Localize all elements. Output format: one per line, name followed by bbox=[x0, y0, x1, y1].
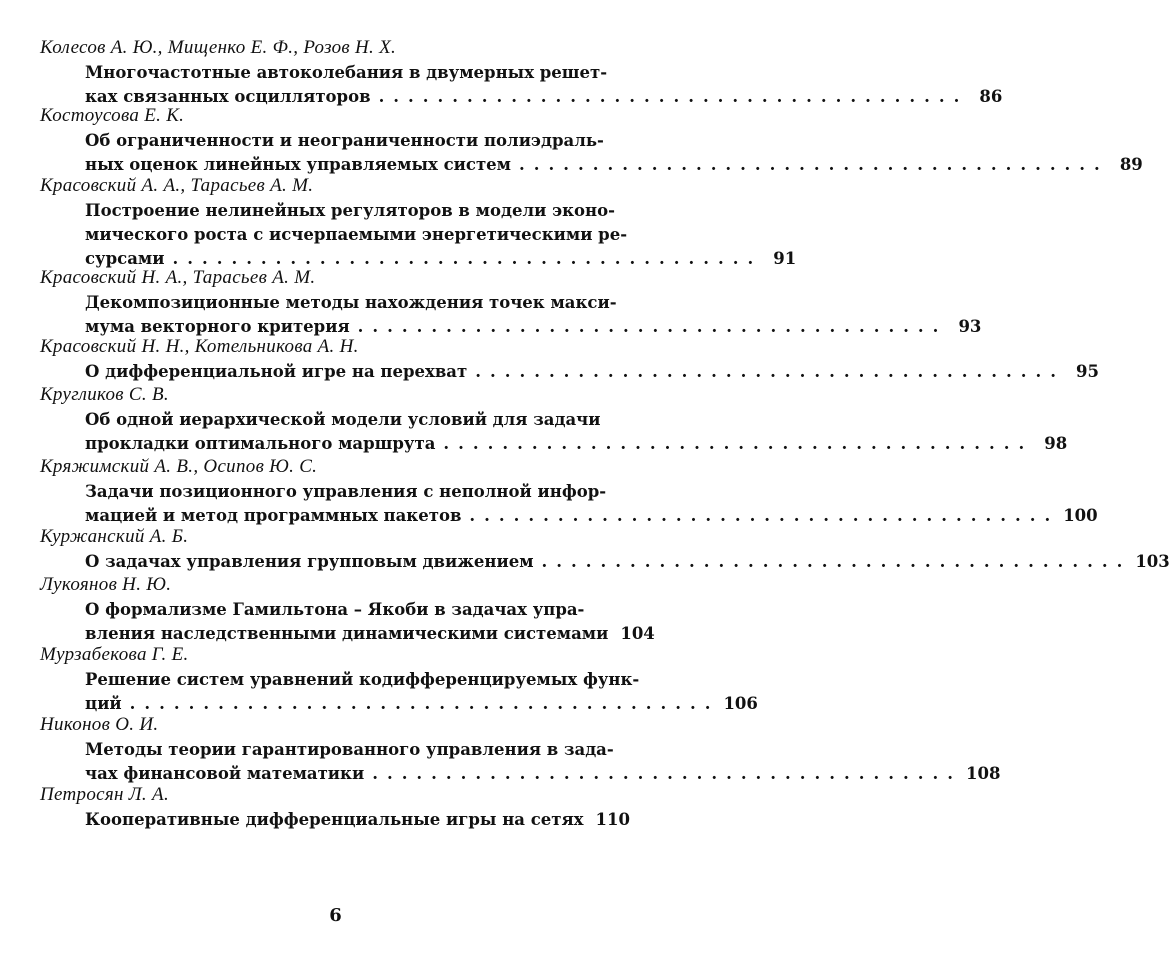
dot-leader: ........................................ bbox=[475, 362, 1065, 381]
entry-page-number: 103 bbox=[1135, 552, 1170, 571]
entry-title-line: мического роста с исчерпаемыми энергетическими ре- bbox=[85, 225, 628, 244]
entry-title-line: ных оценок линейных управляемых систем bbox=[85, 155, 512, 174]
dot-leader: ........................................ bbox=[378, 87, 969, 106]
entry-title-line: вления наследственными динамическими системами bbox=[85, 624, 609, 643]
entry-title-line: Об одной иерархической модели условий для задачи bbox=[85, 410, 601, 429]
dot-leader: ........................................ bbox=[129, 694, 720, 713]
dot-leader: ........................................ bbox=[519, 155, 1109, 174]
entry-title-line: О дифференциальной игре на перехват bbox=[85, 362, 468, 381]
dot-leader: ........................................ bbox=[357, 317, 948, 336]
entry-page-number: 91 bbox=[773, 249, 797, 268]
entry-title-line: сурсами bbox=[85, 249, 165, 268]
entry-title-line: Кооперативные дифференциальные игры на сетях bbox=[85, 810, 584, 829]
dot-leader: ........................................ bbox=[469, 506, 1060, 525]
entry-title-line: ках связанных осцилляторов bbox=[85, 87, 371, 106]
entry-page-number: 93 bbox=[958, 317, 982, 336]
entry-page-number: 108 bbox=[965, 764, 1001, 783]
entry-title-line: Решение систем уравнений кодифференцируемых функ- bbox=[85, 670, 640, 689]
entry-page-number: 106 bbox=[723, 694, 758, 713]
dot-leader: ........................................ bbox=[541, 552, 1132, 571]
entry-authors: Красовский А. А., Тарасьев А. М. bbox=[40, 175, 314, 196]
page-number: 6 bbox=[329, 905, 342, 926]
dot-leader: ........................................ bbox=[172, 249, 763, 268]
entry-page-number: 95 bbox=[1076, 362, 1099, 381]
entry-page-number: 89 bbox=[1119, 155, 1143, 174]
entry-title-line: О задачах управления групповым движением bbox=[85, 552, 534, 571]
entry-page-number: 110 bbox=[595, 810, 630, 829]
entry-title-last-line bbox=[85, 808, 630, 832]
entry-page-number: 100 bbox=[1063, 506, 1098, 525]
entry-title-last-line bbox=[85, 360, 1099, 384]
entry-authors: Колесов А. Ю., Мищенко Е. Ф., Розов Н. Х. bbox=[40, 37, 397, 58]
entry-title-line: Об ограниченности и неограниченности полиэдраль- bbox=[85, 131, 604, 150]
entry-title-line: мацией и метод программных пакетов bbox=[85, 506, 462, 525]
entry-authors: Петросян Л. А. bbox=[40, 784, 169, 805]
dot-leader: ........................................ bbox=[372, 764, 962, 783]
entry-title-last-line bbox=[85, 432, 1068, 456]
entry-title-line: Построение нелинейных регуляторов в модели эконо- bbox=[85, 201, 615, 220]
entry-title-line: ций bbox=[85, 694, 122, 713]
entry-authors: Кряжимский А. В., Осипов Ю. С. bbox=[40, 456, 318, 477]
entry-title-line: прокладки оптимального маршрута bbox=[85, 434, 436, 453]
entry-title-line: О формализме Гамильтона – Якоби в задачах упра- bbox=[85, 600, 585, 619]
dot-leader: ........................................ bbox=[443, 434, 1034, 453]
entry-authors: Мурзабекова Г. Е. bbox=[40, 644, 189, 665]
entry-title-line: чах финансовой математики bbox=[85, 764, 365, 783]
entry-authors: Никонов О. И. bbox=[40, 714, 159, 735]
entry-authors: Красовский Н. А., Тарасьев А. М. bbox=[40, 267, 316, 288]
entry-title-last-line bbox=[85, 692, 758, 716]
entry-title-last-line bbox=[85, 550, 1170, 574]
entry-title-line: Многочастотные автоколебания в двумерных решет- bbox=[85, 63, 608, 82]
entry-authors: Красовский Н. Н., Котельникова А. Н. bbox=[40, 336, 359, 357]
entry-authors: Кругликов С. В. bbox=[40, 384, 169, 405]
entry-page-number: 86 bbox=[979, 87, 1003, 106]
entry-title-line: Декомпозиционные методы нахождения точек макси- bbox=[85, 293, 617, 312]
entry-title-line: мума векторного критерия bbox=[85, 317, 350, 336]
entry-title-line: Задачи позиционного управления с неполной инфор- bbox=[85, 482, 607, 501]
entry-authors: Лукоянов Н. Ю. bbox=[40, 574, 172, 595]
entry-page-number: 98 bbox=[1044, 434, 1068, 453]
entry-title-line: Методы теории гарантированного управления в зада- bbox=[85, 740, 614, 759]
entry-page-number: 104 bbox=[620, 624, 655, 643]
entry-authors: Куржанский А. Б. bbox=[40, 526, 189, 547]
entry-authors: Костоусова Е. К. bbox=[40, 105, 185, 126]
